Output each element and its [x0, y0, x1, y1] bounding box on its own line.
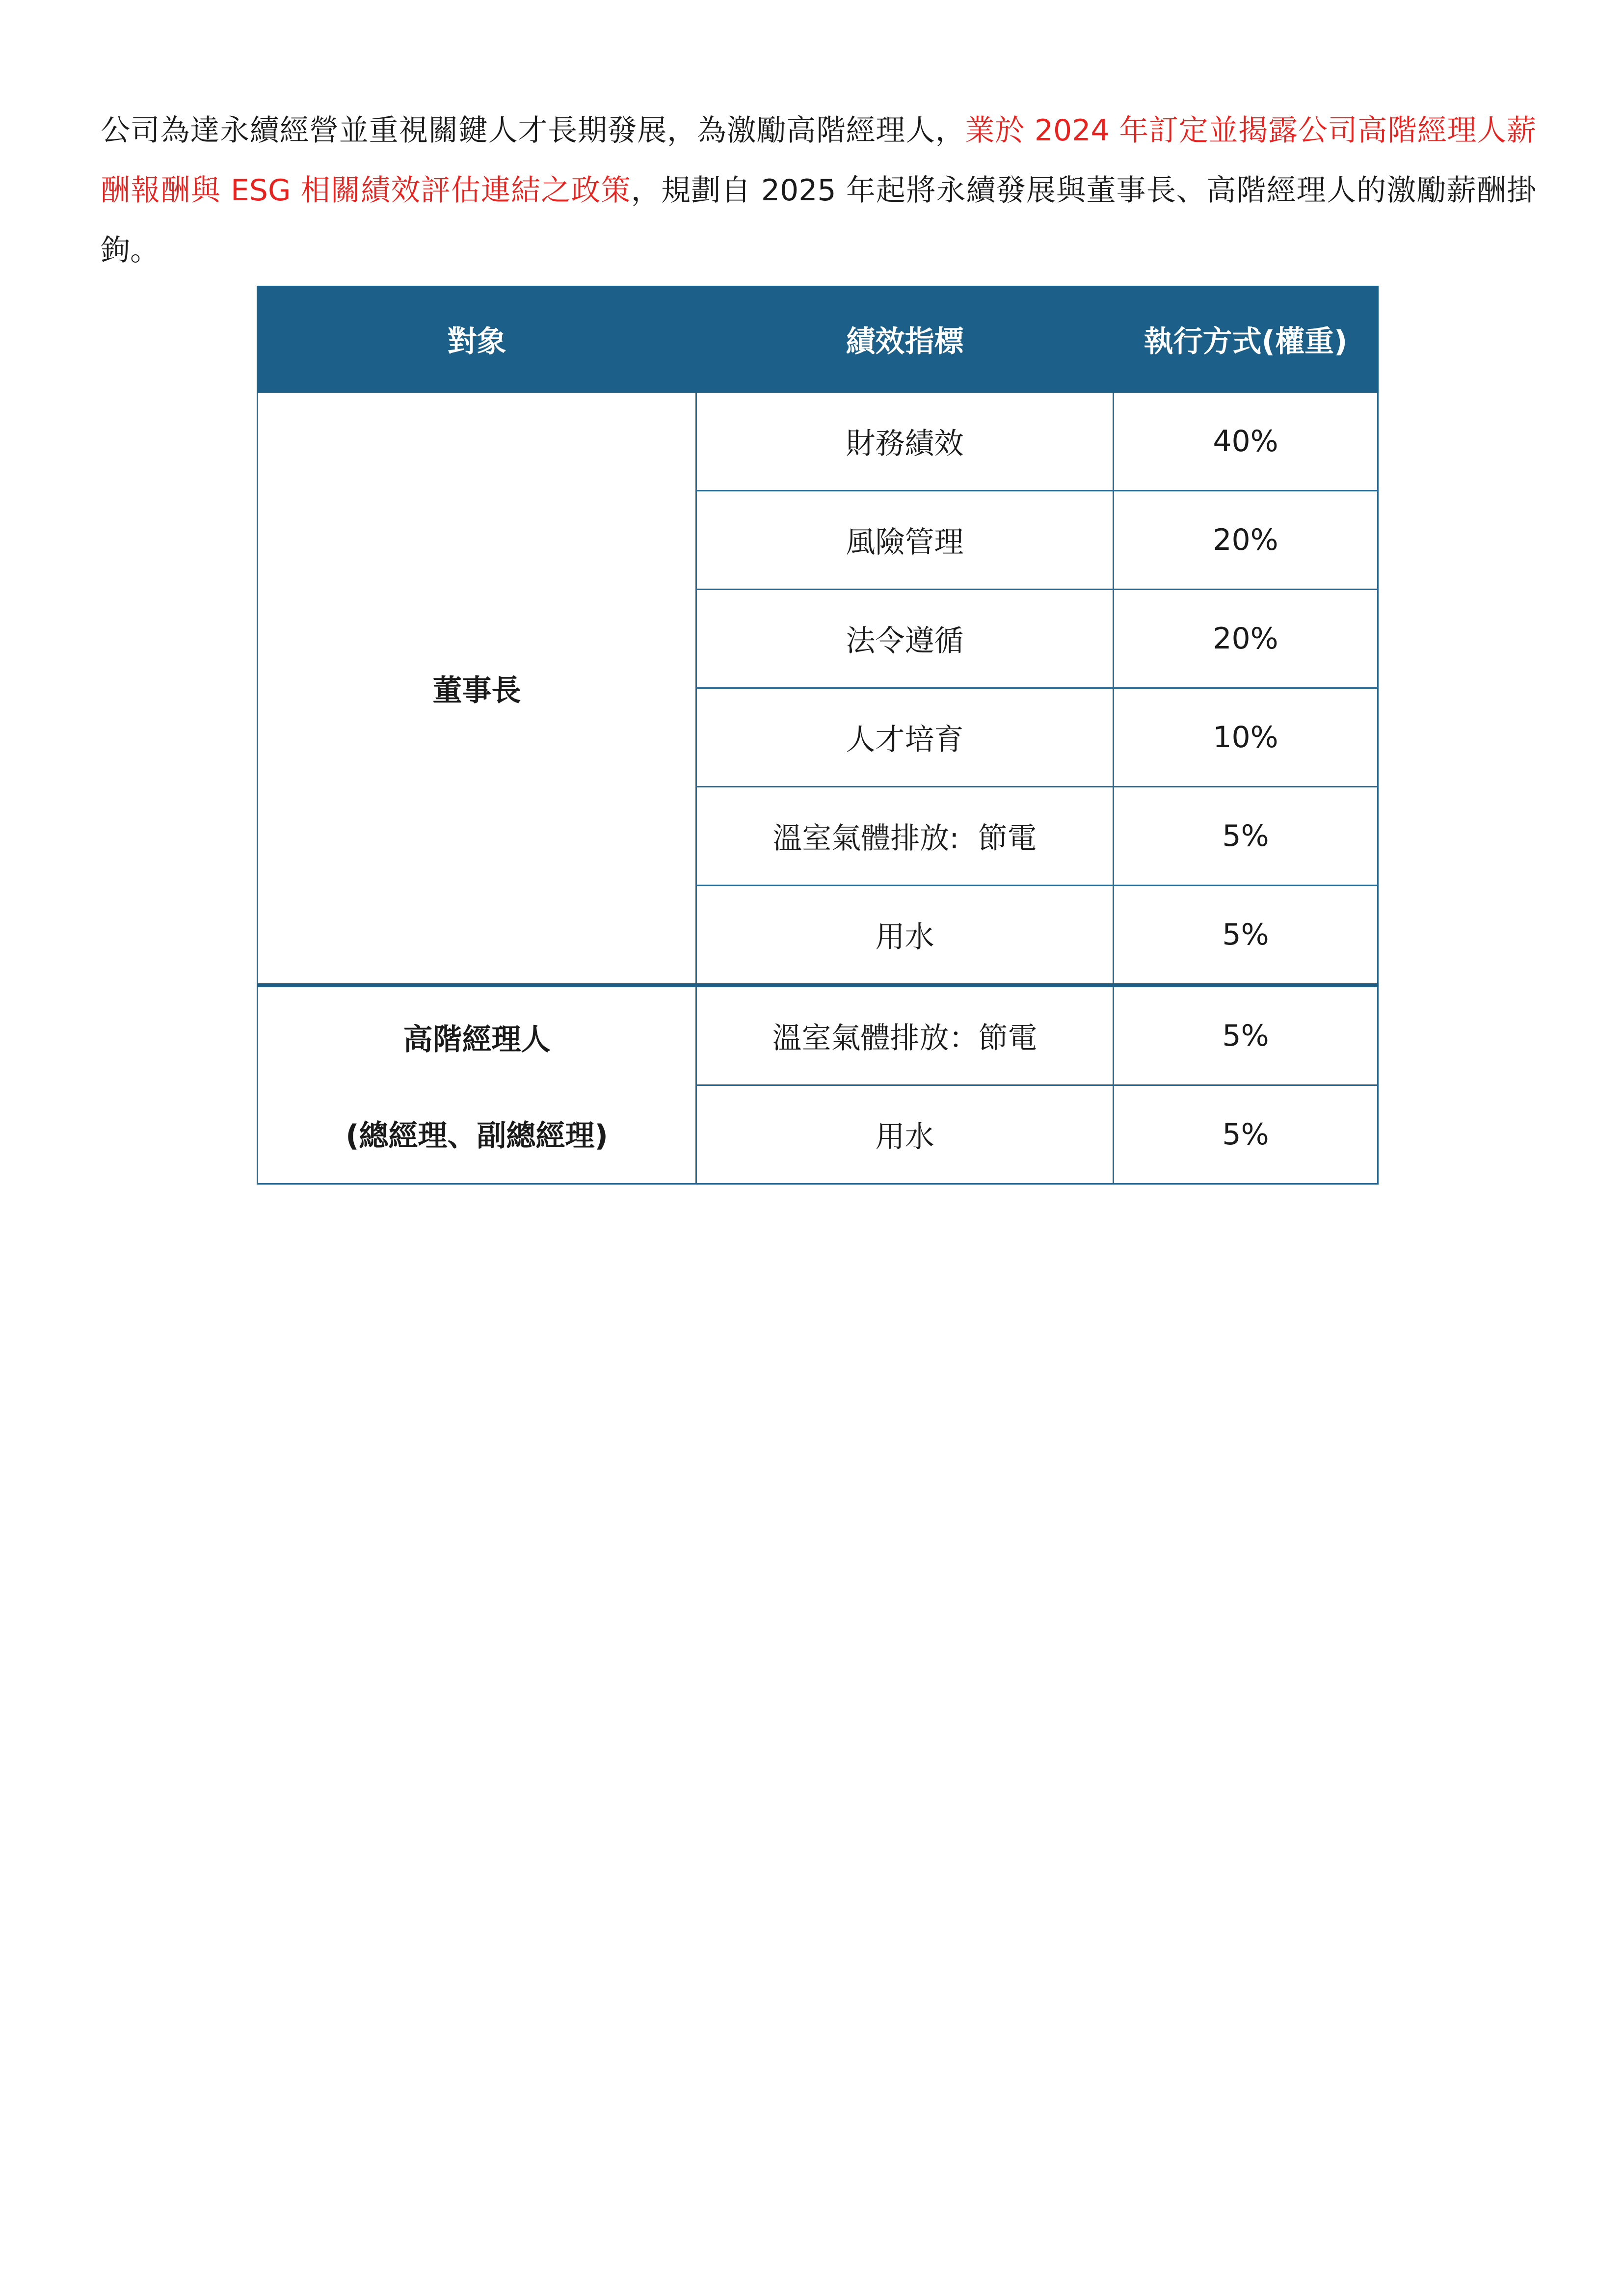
weight-cell: 5% — [1114, 1085, 1378, 1184]
table-header-row — [258, 287, 1378, 392]
header-weight: 執行方式(權重) — [1114, 287, 1378, 392]
target-chairman — [258, 392, 696, 986]
intro-text-part1: 公司為達永續經營並重視關鍵人才長期發展，為激勵高階經理人， — [101, 113, 965, 148]
indicator-cell: 人才培育 — [696, 688, 1114, 787]
weight-cell: 10% — [1114, 688, 1378, 787]
weight-cell: 20% — [1114, 491, 1378, 590]
kpi-weight-table — [257, 286, 1379, 1185]
target-sublabel: (總經理、副總經理) — [346, 1118, 608, 1153]
intro-text-part2: ，規劃自 2025 年起將永續發展與董事長、高階經理人的激勵薪酬掛鉤。 — [101, 173, 1536, 268]
indicator-cell: 財務績效 — [696, 392, 1114, 491]
header-target: 對象 — [258, 287, 696, 392]
target-label: 高階經理人 — [403, 1022, 551, 1057]
table-row — [258, 392, 1378, 491]
target-senior-managers — [258, 985, 696, 1184]
intro-paragraph — [101, 101, 1536, 280]
weight-cell: 5% — [1114, 886, 1378, 986]
target-label: 董事長 — [432, 673, 521, 708]
intro-highlight-text: 業於 2024 年訂定並揭露公司高階經理人薪酬報酬與 ESG 相關績效評估連結之政策 — [101, 113, 1537, 208]
weight-cell: 40% — [1114, 392, 1378, 491]
indicator-cell: 法令遵循 — [696, 590, 1114, 688]
weight-cell: 5% — [1114, 787, 1378, 886]
indicator-cell: 風險管理 — [696, 491, 1114, 590]
weight-cell: 5% — [1114, 985, 1378, 1085]
indicator-cell: 溫室氣體排放：節電 — [696, 985, 1114, 1085]
indicator-cell: 用水 — [696, 886, 1114, 986]
table-row — [258, 985, 1378, 1085]
weight-cell: 20% — [1114, 590, 1378, 688]
indicator-cell: 溫室氣體排放: 節電 — [696, 787, 1114, 886]
indicator-cell: 用水 — [696, 1085, 1114, 1184]
header-indicator: 績效指標 — [696, 287, 1114, 392]
